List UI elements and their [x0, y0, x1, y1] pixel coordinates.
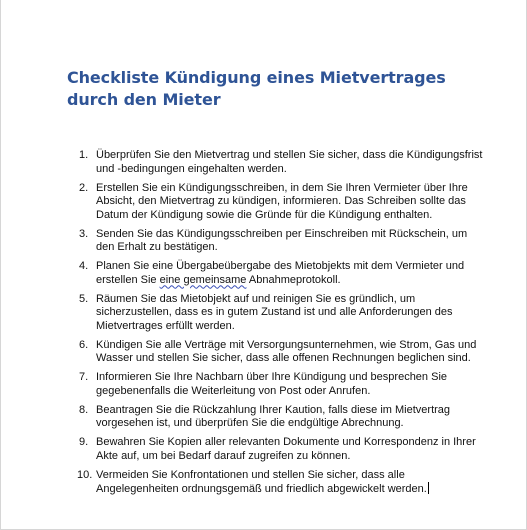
- list-item[interactable]: [79, 469, 484, 497]
- grammar-flagged-text[interactable]: eine gemeinsame: [159, 273, 247, 286]
- list-item-text[interactable]: Kündigen Sie alle Verträge mit Versorgungsunternehmen, wie Strom, Gas und Wasser und stellen Sie sicher, dass alle offenen Rechnungen beglichen sind.: [96, 338, 477, 364]
- list-item-text[interactable]: Senden Sie das Kündigungsschreiben per Einschreiben mit Rückschein, um den Erhalt zu bestätigen.: [96, 227, 468, 253]
- checklist: [79, 149, 484, 502]
- list-item-text-start: Planen Sie eine Übergabeübergabe des Mietobjekts mit dem Vermieter und erstellen Sie: [96, 260, 465, 286]
- list-item[interactable]: [79, 182, 484, 223]
- list-item-number: 6.: [79, 338, 89, 351]
- list-item-number: 7.: [79, 371, 89, 383]
- list-item[interactable]: [79, 436, 484, 463]
- list-item[interactable]: [79, 149, 484, 176]
- list-item[interactable]: [79, 339, 484, 366]
- list-item-text[interactable]: Bewahren Sie Kopien aller relevanten Dokumente und Korrespondenz in Ihrer Akte auf, um bei Bedarf darauf zugreifen zu können.: [96, 436, 476, 462]
- list-item-number: 2.: [79, 181, 89, 194]
- list-item-number: 4.: [79, 260, 89, 272]
- document-title[interactable]: Checkliste Kündigung eines Mietvertrages durch den Mieter: [67, 68, 446, 109]
- list-item-number: 8.: [79, 403, 89, 416]
- list-item-text[interactable]: [96, 260, 464, 286]
- list-item[interactable]: [79, 371, 484, 398]
- list-item[interactable]: [79, 228, 484, 255]
- list-item-text-content: Vermeiden Sie Konfrontationen und stellen Sie sicher, dass alle Angelegenheiten ordnungsgemäß und friedlich abgewickelt werden.: [96, 468, 427, 495]
- list-item-text[interactable]: Überprüfen Sie den Mietvertrag und stellen Sie sicher, dass die Kündigungsfrist und -bedingungen eingehalten werden.: [96, 149, 483, 175]
- list-item-text[interactable]: Beantragen Sie die Rückzahlung Ihrer Kaution, falls diese im Mietvertrag vorgesehen ist, und überprüfen Sie die endgültige Abrechnung.: [96, 403, 451, 429]
- list-item-text[interactable]: Informieren Sie Ihre Nachbarn über Ihre Kündigung und besprechen Sie gegebenenfalls die Weiterleitung von Post oder Anrufen.: [96, 371, 448, 397]
- list-item-text-end: Abnahmeprotokoll.: [246, 273, 341, 286]
- list-item-text[interactable]: Räumen Sie das Mietobjekt auf und reinigen Sie es gründlich, um sicherzustellen, dass es in gutem Zustand ist und alle Anforderungen des Mietvertrages erfüllt werden.: [96, 292, 453, 332]
- list-item[interactable]: [79, 404, 484, 431]
- list-item-number: 5.: [79, 292, 89, 305]
- list-item-number: 3.: [79, 227, 89, 240]
- list-item[interactable]: [79, 260, 484, 287]
- list-item-number: 9.: [79, 436, 89, 448]
- text-cursor: [428, 482, 429, 494]
- list-item-text[interactable]: Erstellen Sie ein Kündigungsschreiben, in dem Sie Ihren Vermieter über Ihre Absicht, den Mietvertrag zu kündigen, informieren. Das Schreiben sollte das Datum der Kündigung sowie die Gründe für die Kündigung enthalten.: [96, 181, 468, 221]
- list-item-number: 1.: [79, 149, 89, 161]
- list-item-number: 10.: [77, 468, 93, 481]
- list-item-text[interactable]: [96, 469, 429, 496]
- list-item[interactable]: [79, 293, 484, 334]
